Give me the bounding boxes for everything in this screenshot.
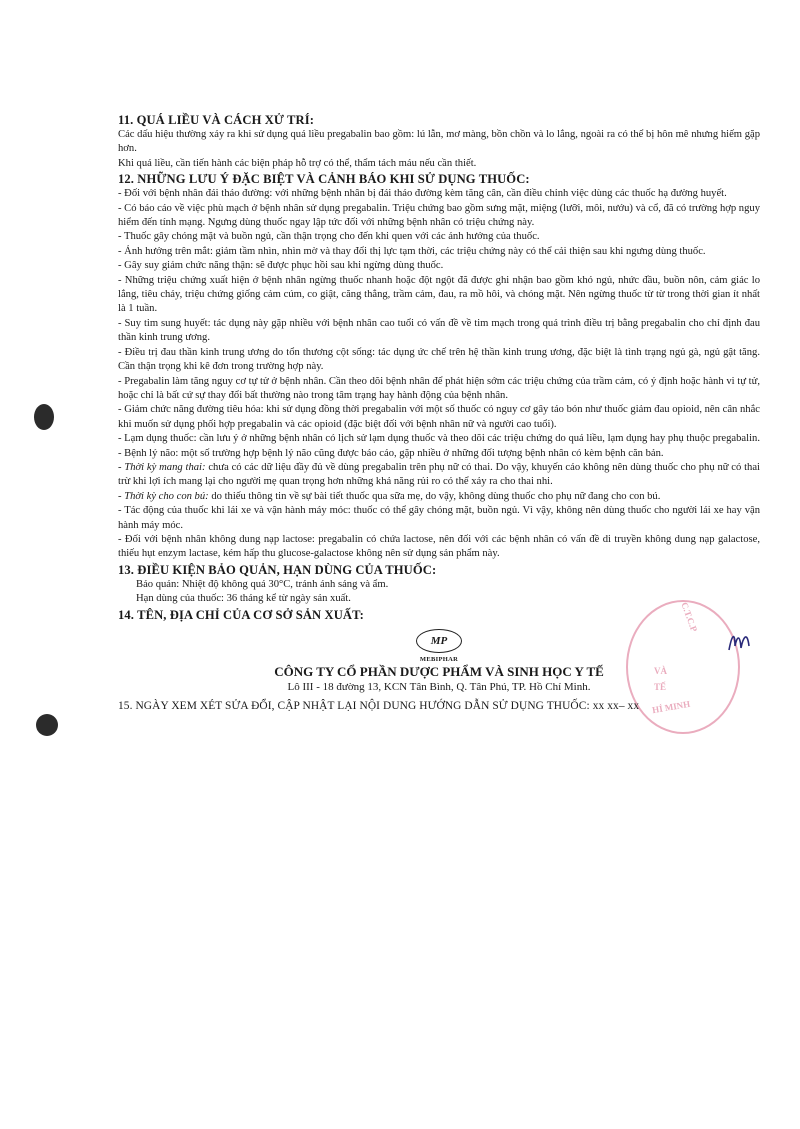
stamp-text-1: C.T.C.P bbox=[679, 600, 700, 634]
section-15-heading: 15. NGÀY XEM XÉT SỬA ĐỔI, CẬP NHẬT LẠI NỘI DUNG HƯỚNG DẪN SỬ DỤNG THUỐC: bbox=[118, 699, 590, 712]
storage-label: Bảo quản: bbox=[136, 578, 180, 590]
section-12-item-12: - Bệnh lý não: một số trường hợp bệnh lý não cũng được báo cáo, gặp nhiều ở những đối tượng bệnh nhân có kèm bệnh căn bản. bbox=[118, 447, 664, 459]
section-11-paragraph-1: Các dấu hiệu thường xảy ra khi sử dụng quá liều pregabalin bao gồm: lú lẫn, mơ màng, bồn chồn và lo lắng, ngoài ra có thể bị hôn mê nhưng hiếm gặp hơn. bbox=[118, 129, 760, 155]
section-13-heading: 13. ĐIỀU KIỆN BẢO QUẢN, HẠN DÙNG CỦA THUỐC: bbox=[118, 562, 437, 577]
section-12-item-14: - Thời kỳ cho con bú: do thiếu thông tin về sự bài tiết thuốc qua sữa mẹ, do vậy, không dùng thuốc cho phụ nữ đang cho con bú. bbox=[118, 490, 661, 502]
expiry-line bbox=[118, 592, 760, 606]
section-12-item-10: - Giảm chức năng đường tiêu hóa: khi sử dụng đồng thời pregabalin với một số thuốc có nguy cơ gây táo bón như thuốc giảm đau opioid, nên cân nhắc khi muốn sử dụng phối hợp pregabalin và các opioid (đặc biệt đối với bệnh nhân nữ và người cao tuổi). bbox=[118, 404, 760, 430]
breastfeeding-text: do thiếu thông tin về sự bài tiết thuốc qua sữa mẹ, do vậy, không dùng thuốc cho phụ nữ đang cho con bú. bbox=[208, 490, 661, 502]
company-address: Lô III - 18 đường 13, KCN Tân Bình, Q. Tân Phú, TP. Hồ Chí Minh. bbox=[287, 680, 591, 693]
storage-value: Nhiệt độ không quá 30°C, tránh ánh sáng và ẩm. bbox=[179, 578, 389, 590]
stamp-text-4: HÍ MINH bbox=[651, 698, 691, 716]
section-12-heading: 12. NHỮNG LƯU Ý ĐẶC BIỆT VÀ CẢNH BÁO KHI SỬ DỤNG THUỐC: bbox=[118, 172, 530, 187]
expiry-value: 36 tháng kể từ ngày sản xuất. bbox=[223, 593, 351, 605]
section-11-heading: 11. QUÁ LIỀU VÀ CÁCH XỬ TRÍ: bbox=[118, 113, 315, 127]
section-12-item-7: - Suy tim sung huyết: tác dụng này gặp nhiều với bệnh nhân cao tuổi có vấn đề về tim mạch trong quá trình điều trị bằng pregabalin cho chỉ định đau thần kinh trung ương. bbox=[118, 317, 760, 344]
section-12-item-11: - Lạm dụng thuốc: cần lưu ý ở những bệnh nhân có lịch sử lạm dụng thuốc và theo dõi các triệu chứng do quá liều, lạm dụng hay phụ thuộc pregabalin. bbox=[118, 433, 760, 445]
section-12-item-6: - Những triệu chứng xuất hiện ở bệnh nhân ngừng thuốc nhanh hoặc đột ngột đã được ghi nhận bao gồm khó ngủ, nhức đầu, buồn nôn, cảm giác lo lắng, tiêu chảy, triệu chứng giống cảm cúm, co giật, căng thẳng, trầm cảm, đau, ra mồ hôi, và chóng mặt. Nên ngừng thuốc từ từ trong thời gian ít nhất là 1 tuần. bbox=[118, 274, 760, 315]
breastfeeding-label: Thời kỳ cho con bú: bbox=[124, 490, 209, 502]
company-name: CÔNG TY CỔ PHẦN DƯỢC PHẨM VÀ SINH HỌC Y TẾ bbox=[274, 663, 604, 679]
section-11-paragraph-2: Khi quá liều, cần tiến hành các biện pháp hỗ trợ có thể, thẩm tách máu nếu cần thiết. bbox=[118, 157, 477, 169]
logo-mark: MP bbox=[416, 629, 462, 653]
section-12-item-3: - Thuốc gây chóng mặt và buồn ngủ, cần thận trọng cho đến khi quen với các ảnh hưởng của thuốc. bbox=[118, 231, 540, 243]
stamp-text-3: TẾ bbox=[654, 682, 667, 692]
section-12-item-15: - Tác động của thuốc khi lái xe và vận hành máy móc: thuốc có thể gây chóng mặt, buồn ngủ. Vì vậy, không nên dùng thuốc cho người lái xe hay vận hành máy móc. bbox=[118, 505, 760, 531]
stamp-text-2: VÀ bbox=[654, 666, 667, 676]
pregnancy-label: Thời kỳ mang thai: bbox=[124, 461, 206, 473]
expiry-label: Hạn dùng của thuốc: bbox=[136, 593, 224, 605]
pregnancy-text: chưa có các dữ liệu đầy đủ về dùng pregabalin trên phụ nữ có thai. Do vậy, khuyến cáo không nên dùng thuốc cho phụ nữ có thai trừ khi lợi ích mang lại cho người mẹ quan trọng hơn những khả năng rủi ro có thể xảy ra cho thai nhi. bbox=[118, 461, 760, 488]
section-15-value: xx xx– xx bbox=[592, 699, 640, 712]
section-12-item-5: - Gây suy giảm chức năng thận: sẽ được phục hồi sau khi ngừng dùng thuốc. bbox=[118, 260, 444, 272]
company-logo bbox=[118, 627, 760, 661]
section-12-item-13: - Thời kỳ mang thai: chưa có các dữ liệu đầy đủ về dùng pregabalin trên phụ nữ có thai. Do vậy, khuyến cáo không nên dùng thuốc cho phụ nữ có thai trừ khi lợi ích mang lại cho người mẹ quan trọng hơn những khả năng rủi ro có thể xảy ra cho thai nhi. bbox=[118, 461, 760, 488]
section-12-item-9: - Pregabalin làm tăng nguy cơ tự tử ở bệnh nhân. Cần theo dõi bệnh nhân để phát hiện sớm các triệu chứng của trầm cảm, có ý định hoặc hành vi tự tử, hoặc chỉ là bất cứ sự thay đổi bất thường nào trong tâm trạng hay hành động của bệnh nhân. bbox=[118, 375, 760, 401]
section-12-item-1: - Đối với bệnh nhân đái tháo đường: với những bệnh nhân bị đái tháo đường kèm tăng cân, cần điều chỉnh việc dùng các thuốc hạ đường huyết. bbox=[118, 188, 727, 200]
section-12-item-16: - Đối với bệnh nhân không dung nạp lactose: pregabalin có chứa lactose, nên đối với các bệnh nhân có vấn đề di truyền không dung nạp galactose, thiếu hụt enzym lactase, kém hấp thu glucose-galactose không nên sử dụng sản phẩm này. bbox=[118, 533, 760, 560]
section-15-line bbox=[118, 698, 760, 716]
punch-hole-bottom bbox=[36, 714, 58, 736]
logo-caption: MEBIPHAR bbox=[419, 655, 459, 663]
punch-hole-top bbox=[34, 404, 54, 430]
section-12-item-2: - Có báo cáo về việc phù mạch ở bệnh nhân sử dụng pregabalin. Triệu chứng bao gồm sưng mặt, miệng (lưỡi, môi, nướu) và cổ, đã có trường hợp nguy hiểm đến tính mạng. Ngưng dùng thuốc ngay lập tức đối với những bệnh nhân có triệu chứng này. bbox=[118, 202, 760, 229]
storage-line bbox=[118, 578, 760, 592]
section-12-item-8: - Điều trị đau thần kinh trung ương do tổn thương cột sống: tác dụng ức chế trên hệ thần kinh trung ương, đặc biệt là tình trạng ngủ gà, ngủ gật tăng. Cần thận trọng khi kê đơn trong trường hợp này. bbox=[118, 346, 760, 373]
section-14-heading: 14. TÊN, ĐỊA CHỈ CỦA CƠ SỞ SẢN XUẤT: bbox=[118, 607, 364, 622]
document-content bbox=[118, 112, 760, 716]
section-12-item-4: - Ảnh hưởng trên mắt: giảm tầm nhìn, nhìn mờ và thay đổi thị lực tạm thời, các triệu chứng này có thể cải thiện sau khi ngưng dùng thuốc. bbox=[118, 245, 706, 257]
